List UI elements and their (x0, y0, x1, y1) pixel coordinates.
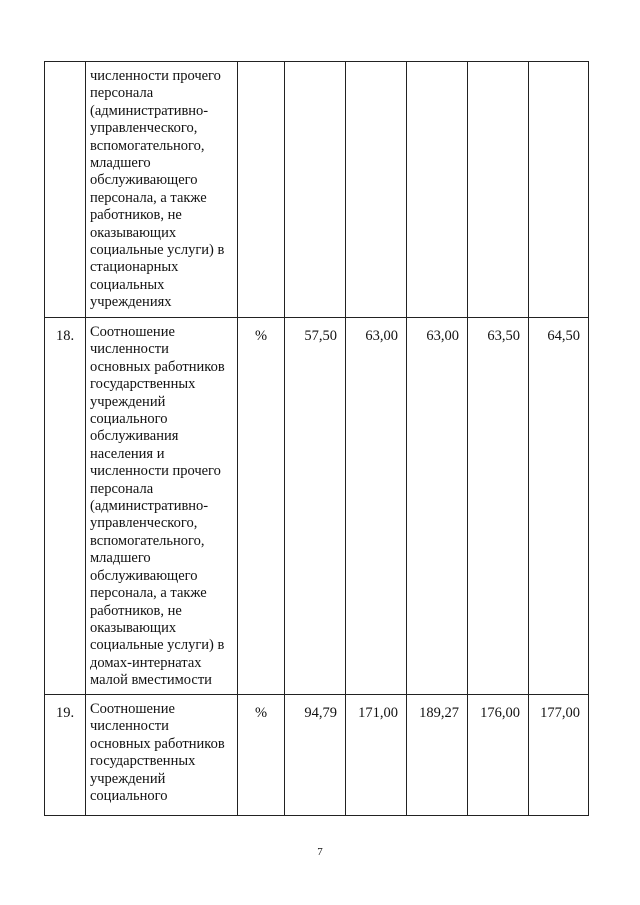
row-value: 64,50 (529, 318, 589, 695)
row-value: 57,50 (285, 318, 346, 695)
table-row-18 (45, 318, 589, 695)
row-value (529, 62, 589, 318)
row-description: Соотношение численности основных работников государственных учреждений социального обслуживания населения и численности прочего персонала (административно-управленческого, вспомогательного, младшего обслуживающего персонала, а также работников, не оказывающих социальные услуги) в домах-интернатах малой вместимости (86, 318, 238, 695)
row-unit (238, 62, 285, 318)
row-unit: % (238, 695, 285, 816)
row-number: 19. (45, 695, 86, 816)
row-value: 177,00 (529, 695, 589, 816)
row-value: 94,79 (285, 695, 346, 816)
row-value: 176,00 (468, 695, 529, 816)
row-value: 189,27 (407, 695, 468, 816)
row-unit: % (238, 318, 285, 695)
row-value (285, 62, 346, 318)
row-value: 63,50 (468, 318, 529, 695)
table-row-continuation (45, 62, 589, 318)
row-number: 18. (45, 318, 86, 695)
table-row-19 (45, 695, 589, 816)
row-description: Соотношение численности основных работников государственных учреждений социального (86, 695, 238, 816)
row-description: численности прочего персонала (административно-управленческого, вспомогательного, младшего обслуживающего персонала, а также работников, не оказывающих социальные услуги) в стационарных социальных учреждениях (86, 62, 238, 318)
row-value: 63,00 (407, 318, 468, 695)
row-value: 63,00 (346, 318, 407, 695)
indicators-table (44, 61, 589, 816)
row-number (45, 62, 86, 318)
row-value (346, 62, 407, 318)
page-number: 7 (317, 846, 323, 858)
row-value (407, 62, 468, 318)
row-value (468, 62, 529, 318)
row-value: 171,00 (346, 695, 407, 816)
